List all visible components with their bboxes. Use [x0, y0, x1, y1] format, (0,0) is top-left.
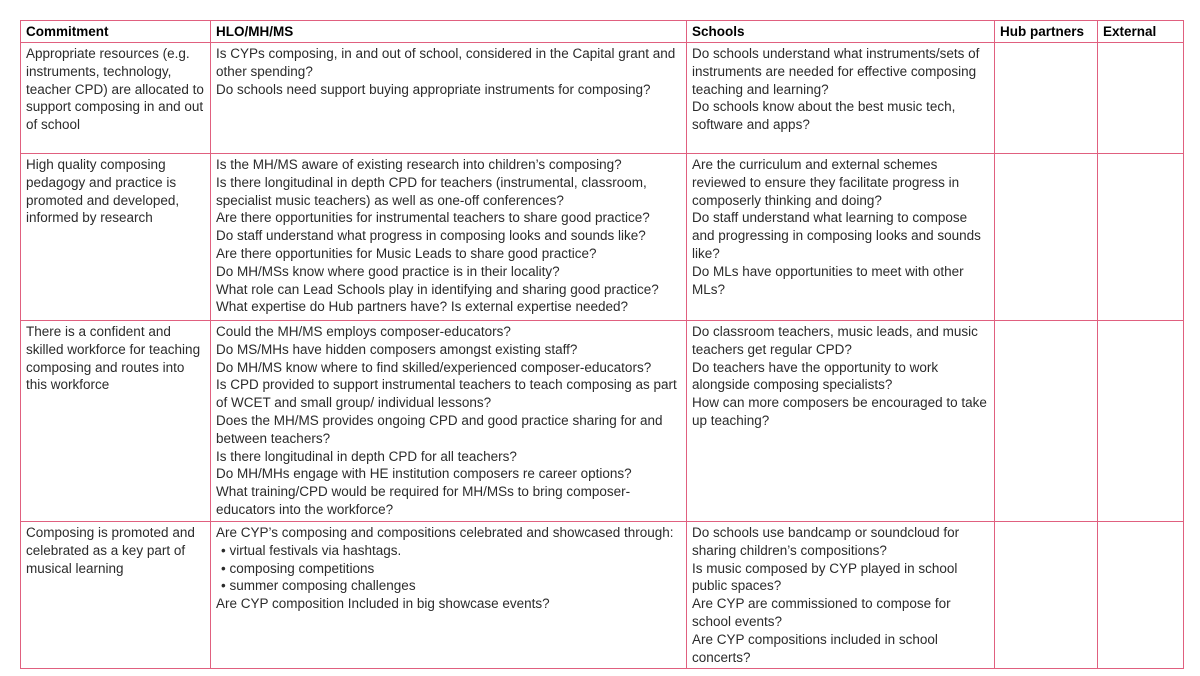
cell-hub-partners	[995, 43, 1098, 154]
table-row	[21, 43, 1184, 154]
column-header-external: External	[1098, 21, 1184, 43]
question-line: Could the MH/MS employs composer-educators?	[216, 324, 511, 339]
question-line: Do MH/MHs engage with HE institution composers re career options?	[216, 466, 632, 482]
question-line: Is the MH/MS aware of existing research into children’s composing?	[216, 157, 622, 172]
table-body	[21, 43, 1184, 669]
question-line: Are the curriculum and external schemes reviewed to ensure they facilitate progress in composerly thinking and doing?	[692, 157, 960, 208]
question-line: Do schools need support buying appropriate instruments for composing?	[216, 81, 651, 97]
bullet-item: • summer composing challenges	[221, 578, 416, 594]
question-line: What expertise do Hub partners have? Is external expertise needed?	[216, 299, 628, 315]
question-line: Is CYPs composing, in and out of school, considered in the Capital grant and other spending?	[216, 46, 676, 79]
cell-hlo-mh-ms	[211, 154, 687, 321]
table-header	[21, 21, 1184, 43]
question-line: Are there opportunities for Music Leads to share good practice?	[216, 245, 597, 261]
question-line: Is CPD provided to support instrumental teachers to teach composing as part of WCET and small group/ individual lessons?	[216, 377, 677, 411]
cell-external	[1098, 321, 1184, 522]
question-line: Do MH/MS know where to find skilled/experienced composer-educators?	[216, 359, 652, 375]
cell-hub-partners	[995, 321, 1098, 522]
table-row	[21, 321, 1184, 522]
question-line: Do MLs have opportunities to meet with other MLs?	[692, 263, 964, 297]
question-line: What training/CPD would be required for MH/MSs to bring composer-educators into the workforce?	[216, 484, 631, 517]
question-line: Do MS/MHs have hidden composers amongst existing staff?	[216, 341, 578, 357]
cell-hub-partners	[995, 522, 1098, 669]
question-line: Do schools use bandcamp or soundcloud for sharing children’s compositions?	[692, 525, 960, 558]
table-row	[21, 154, 1184, 321]
column-header-schools: Schools	[687, 21, 995, 43]
column-header-hub-partners: Hub partners	[995, 21, 1098, 43]
cell-hub-partners	[995, 154, 1098, 321]
question-line: Are CYP are commissioned to compose for school events?	[692, 596, 951, 629]
bullet-item: • virtual festivals via hashtags.	[221, 542, 402, 558]
cell-hlo-mh-ms	[211, 43, 687, 154]
cell-schools	[687, 321, 995, 522]
table-row	[21, 522, 1184, 669]
question-line: Are there opportunities for instrumental teachers to share good practice?	[216, 210, 650, 226]
question-line: Do schools understand what instruments/sets of instruments are needed for effective composing teaching and learning?	[692, 46, 980, 97]
cell-hlo-mh-ms	[211, 522, 687, 669]
column-header-commitment: Commitment	[21, 21, 211, 43]
table-header-row	[21, 21, 1184, 43]
question-line: Are CYP composition Included in big showcase events?	[216, 596, 550, 612]
question-line: Are CYP’s composing and compositions celebrated and showcased through:	[216, 525, 674, 540]
cell-external	[1098, 43, 1184, 154]
cell-external	[1098, 154, 1184, 321]
question-line: How can more composers be encouraged to take up teaching?	[692, 395, 987, 428]
question-line: Is there longitudinal in depth CPD for teachers (instrumental, classroom, specialist music teachers) as well as one-off conferences?	[216, 174, 647, 208]
question-line: Do classroom teachers, music leads, and music teachers get regular CPD?	[692, 324, 978, 357]
cell-commitment: High quality composing pedagogy and practice is promoted and developed, informed by research	[21, 154, 211, 321]
cell-hlo-mh-ms	[211, 321, 687, 522]
cell-external	[1098, 522, 1184, 669]
cell-commitment: There is a confident and skilled workforce for teaching composing and routes into this workforce	[21, 321, 211, 522]
question-line: Are CYP compositions included in school concerts?	[692, 631, 938, 665]
question-line: Is there longitudinal in depth CPD for all teachers?	[216, 448, 517, 464]
question-line: Do staff understand what progress in composing looks and sounds like?	[216, 228, 646, 244]
question-line: Do MH/MSs know where good practice is in their locality?	[216, 263, 560, 279]
cell-commitment: Appropriate resources (e.g. instruments, technology, teacher CPD) are allocated to support composing in and out of school	[21, 43, 211, 154]
cell-schools	[687, 43, 995, 154]
cell-schools	[687, 154, 995, 321]
question-line: What role can Lead Schools play in identifying and sharing good practice?	[216, 281, 659, 297]
question-line: Do staff understand what learning to compose and progressing in composing looks and sounds like?	[692, 210, 981, 261]
composing-commitments-table	[20, 20, 1184, 669]
question-line: Does the MH/MS provides ongoing CPD and good practice sharing for and between teachers?	[216, 412, 663, 446]
table-container	[20, 20, 1184, 669]
cell-commitment: Composing is promoted and celebrated as a key part of musical learning	[21, 522, 211, 669]
column-header-hlo-mh-ms: HLO/MH/MS	[211, 21, 687, 43]
bullet-item: • composing competitions	[221, 560, 375, 576]
cell-schools	[687, 522, 995, 669]
question-line: Do schools know about the best music tech, software and apps?	[692, 99, 956, 133]
question-line: Is music composed by CYP played in school public spaces?	[692, 560, 958, 594]
question-line: Do teachers have the opportunity to work alongside composing specialists?	[692, 359, 939, 393]
